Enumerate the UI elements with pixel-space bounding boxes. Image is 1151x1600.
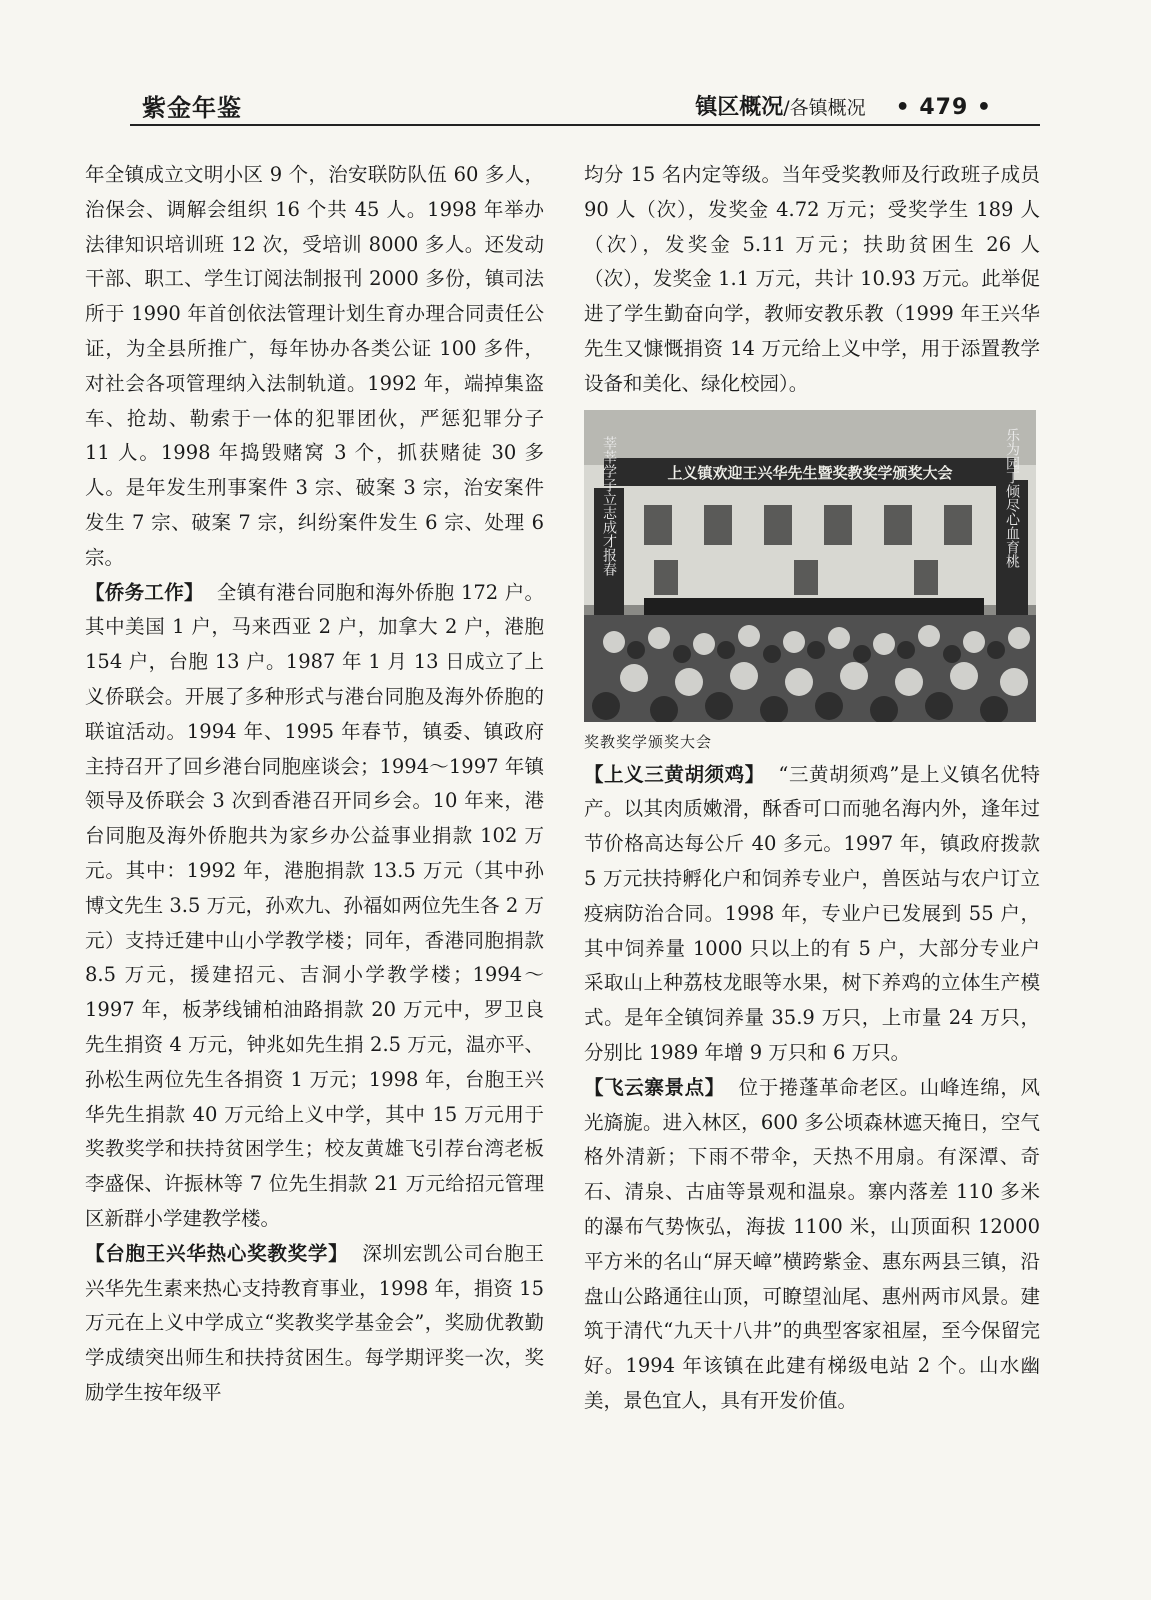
section-body-overseas: 全镇有港台同胞和海外侨胞 172 户。其中美国 1 户，马来西亚 2 户，加拿大 2 户，港胞 154 户，台胞 13 户。1987 年 1 月 13 日成立了上义侨联会。开展了多种形式与港台同胞及海外侨胞的联谊活动。1994 年、1995 年春节，镇委、镇政府主持召开了回乡港台同胞座谈会；1994～1997 年镇领导及侨联会 3 次到香港召开同乡会。10 年来，港台同胞及海外侨胞共为家乡办公益事业捐款 102 万元。其中：1992 年，港胞捐款 13.5 万元（其中孙博文先生 3.5 万元，孙欢九、孙福如两位先生各 2 万元）支持迁建中山小学教学楼；同年，香港同胞捐款 8.5 万元，援建招元、吉洞小学教学楼；1994～1997 年，板茅线铺柏油路捐款 20 万元中，罗卫良先生捐资 4 万元，钟兆如先生捐 2.5 万元，温亦平、孙松生两位先生各捐资 1 万元；1998 年，台胞王兴华先生捐款 40 万元给上义中学，其中 15 万元用于奖教奖学和扶持贫困学生；校友黄雄飞引荐台湾老板李盛保、许振林等 7 位先生捐款 21 万元给招元管理区新群小学建教学楼。 [85, 580, 544, 1230]
paragraph-award-continued: 均分 15 名内定等级。当年受奖教师及行政班子成员 90 人（次），发奖金 4.72 万元；受奖学生 189 人（次），发奖金 5.11 万元；扶助贫困生 26 人（次），发奖金 1.1 万元，共计 10.93 万元。此举促进了学生勤奋向学，教师安教乐教（1999 年王兴华先生又慷慨捐资 14 万元给上义中学，用于添置教学设备和美化、绿化校园）。 [584, 163, 1040, 395]
left-column [85, 158, 544, 1411]
section-education-award [85, 1237, 544, 1411]
section-heading-feiyunzhai: 【飞云寨景点】 [584, 1075, 725, 1099]
photo-illustration [584, 410, 1036, 722]
section-overseas-affairs [85, 576, 544, 1237]
photo-caption: 奖教奖学颁奖大会 [584, 732, 713, 751]
photo-banner-right: 乐为园丁倾尽心血育桃 [1004, 427, 1020, 568]
right-column [584, 158, 1040, 1419]
section-heading-chicken: 【上义三黄胡须鸡】 [584, 762, 765, 786]
section-heading [695, 90, 992, 121]
section-feiyunzhai [584, 1071, 1040, 1419]
page-header [130, 80, 1040, 126]
photo-banner-text: 上义镇欢迎王兴华先生暨奖教奖学颁奖大会 [667, 463, 953, 482]
section-body-chicken: “三黄胡须鸡”是上义镇名优特产。以其肉质嫩滑，酥香可口而驰名海内外，逢年过节价格高达每公斤 40 多元。1997 年，镇政府拨款 5 万元扶持孵化户和饲养专业户，兽医站与农户订立疫病防治合同。1998 年，专业户已发展到 55 户，其中饲养量 1000 只以上的有 5 户，大部分专业户采取山上种荔枝龙眼等水果，树下养鸡的立体生产模式。是年全镇饲养量 35.9 万只，上市量 24 万只，分别比 1989 年增 9 万只和 6 万只。 [584, 762, 1040, 1064]
section-body-education: 深圳宏凯公司台胞王兴华先生素来热心支持教育事业，1998 年，捐资 15 万元在上义中学成立“奖教奖学基金会”，奖励优教勤学成绩突出师生和扶持贫困生。每学期评奖一次，奖励学生按年级平 [85, 1241, 544, 1404]
photo-banner-left: 莘莘学子立志成才报春 [601, 435, 617, 576]
section-body-feiyunzhai: 位于捲蓬革命老区。山峰连绵，风光旖旎。进入林区，600 多公顷森林遮天掩日，空气格外清新；下雨不带伞，天热不用扇。有深潭、奇石、清泉、古庙等景观和温泉。寨内落差 110 多米的瀑布气势恢弘，海拔 1100 米，山顶面积 12000 平方米的名山“屏天嶂”横跨紫金、惠东两县三镇，沿盘山公路通往山顶，可瞭望汕尾、惠州两市风景。建筑于清代“九天十八井”的典型客家祖屋，至今保留完好。1994 年该镇在此建有梯级电站 2 个。山水幽美，景色宜人，具有开发价值。 [584, 1075, 1040, 1412]
section-chicken [584, 758, 1040, 1071]
header-rule [130, 124, 1040, 126]
subsection-title: /各镇概况 [783, 97, 866, 119]
award-ceremony-photo [584, 410, 1036, 722]
section-title: 镇区概况 [695, 95, 784, 120]
section-heading-education: 【台胞王兴华热心奖教奖学】 [85, 1241, 349, 1265]
page-number: • 479 • [895, 95, 992, 120]
section-heading-overseas: 【侨务工作】 [85, 580, 204, 604]
book-title: 紫金年鉴 [142, 94, 242, 122]
paragraph-public-security: 年全镇成立文明小区 9 个，治安联防队伍 60 多人，治保会、调解会组织 16 个共 45 人。1998 年举办法律知识培训班 12 次，受培训 8000 多人。还发动干部、职工、学生订阅法制报刊 2000 多份，镇司法所于 1990 年首创依法管理计划生育办理合同责任公证，为全县所推广，每年协办各类公证 100 多件，对社会各项管理纳入法制轨道。1992 年，端掉集盗车、抢劫、勒索于一体的犯罪团伙，严惩犯罪分子 11 人。1998 年捣毁赌窝 3 个，抓获赌徒 30 多人。是年发生刑事案件 3 宗、破案 3 宗，治安案件发生 7 宗、破案 7 宗，纠纷案件发生 6 宗、处理 6 宗。 [85, 163, 544, 569]
